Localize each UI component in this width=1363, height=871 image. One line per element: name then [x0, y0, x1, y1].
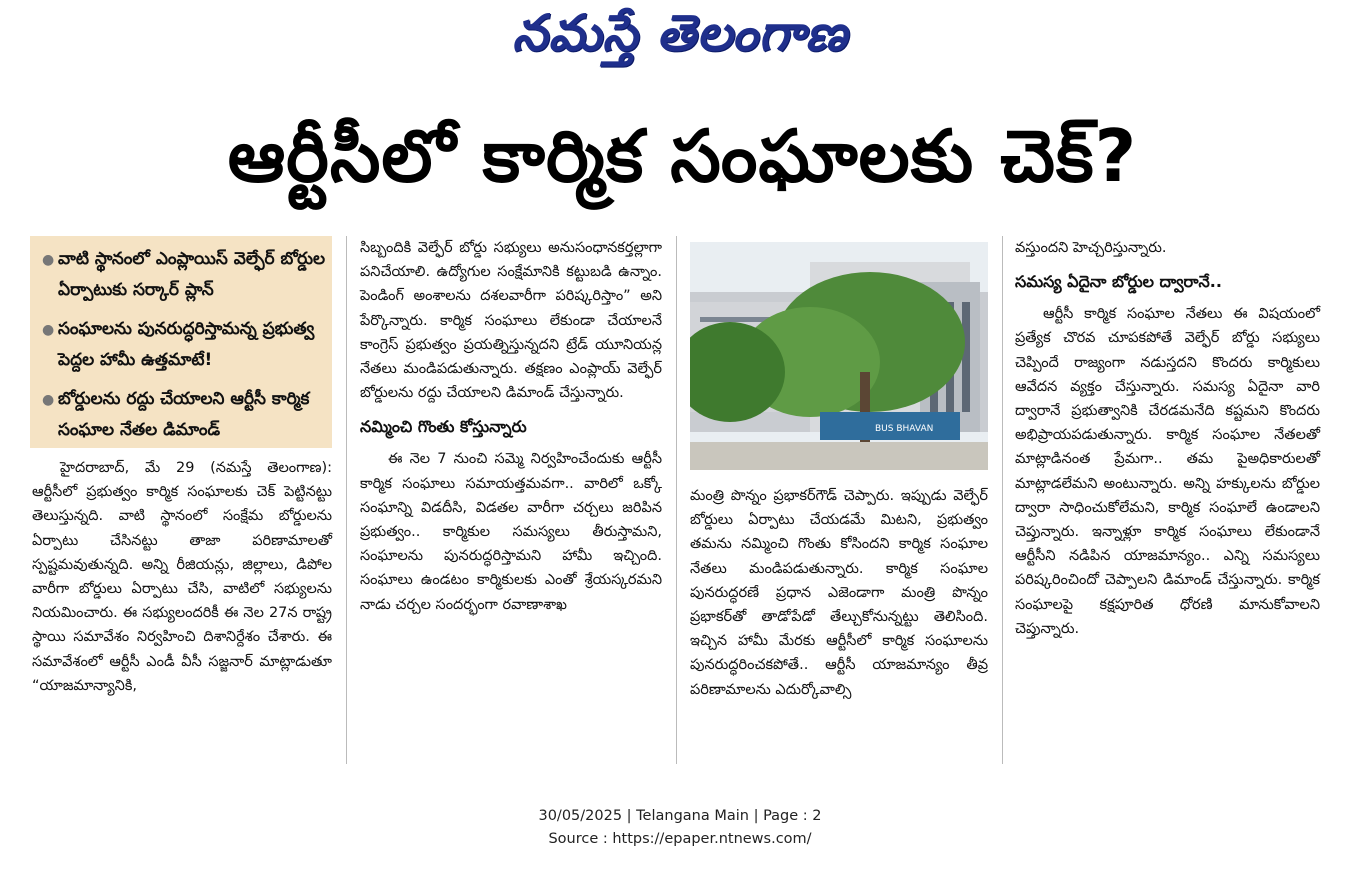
article-column-2 — [360, 236, 662, 617]
footer-edition-info: 30/05/2025 | Telangana Main | Page : 2 — [538, 808, 822, 824]
article-paragraph: సిబ్బందికి వెల్ఫేర్ బోర్డు సభ్యులు అనుసంధానకర్తల్లాగా పనిచేయాలి. ఉద్యోగుల సంక్షేమానికి కట్టుబడి ఉన్నాం. పెండింగ్ అంశాలను దశలవారీగా పరిష్కరిస్తాం” అని పేర్కొన్నారు. కార్మిక సంఘాలు లేకుండా చేయాలనే కాంగ్రెస్ ప్రభుత్వం ప్రయత్నిస్తున్నదని ట్రేడ్ యూనియన్ల నేతలు మండిపడుతున్నారు. తక్షణం ఎంప్లాయ్ వెల్ఫేర్ బోర్డులను రద్దు చేయాలని డిమాండ్ చేస్తున్నారు. — [360, 240, 662, 402]
article-column-4 — [1015, 236, 1320, 641]
highlight-item — [42, 314, 326, 376]
bullet-icon: ● — [42, 252, 55, 268]
article-column-3 — [690, 484, 988, 702]
highlight-text: బోర్డులను రద్దు చేయాలని ఆర్టీసీ కార్మిక సంఘాల నేతల డిమాండ్ — [58, 389, 310, 440]
article-paragraph: ఆర్టీసీ కార్మిక సంఘాల నేతలు ఈ విషయంలో ప్రత్యేక చొరవ చూపకపోతే వెల్ఫేర్ బోర్డు సభ్యులు చెప్పిందే రాజ్యంగా నడుస్తదని కొందరు కార్మికులు ఆవేదన వ్యక్తం చేస్తున్నారు. సమస్య ఏదైనా వారి ద్వారానే ప్రభుత్వానికి చేరడమనేది కష్టమని కొందరు అభిప్రాయపడుతున్నారు. కార్మిక సంఘాల నేతలతో మాట్లాడినంత ప్రేమగా.. తమ పైఅధికారులతో మాట్లాడలేమని అంటున్నారు. అన్ని హక్కులను బోర్డుల ద్వారా సాధించుకోలేమని, కార్మిక సంఘాలే ఉండాలని చెప్తున్నారు. ఇన్నాళ్లూ కార్మిక సంఘాలు లేకుండానే ఆర్టీసీని నడిపిన యాజమాన్యం.. ఎన్ని సమస్యలు పరిష్కరించిందో చెప్పాలని డిమాండ్ చేస్తున్నారు. కార్మిక సంఘాలపై కక్షపూరిత ధోరణి మానుకోవాలని చెప్తున్నారు. — [1015, 306, 1320, 637]
building-illustration — [690, 242, 988, 470]
highlight-item — [42, 384, 326, 446]
masthead-title: నమస్తే తెలంగాణ — [512, 3, 848, 62]
article-paragraph: ఈ నెల 7 నుంచి సమ్మె నిర్వహించేందుకు ఆర్టీసీ కార్మిక సంఘాలు సమాయత్తమవగా.. వారిలో ఒక్కో సంఘాన్ని విడదీసి, విడతల వారీగా చర్చలు జరిపిన ప్రభుత్వం.. కార్మికుల సమస్యలు తీరుస్తామని, సంఘాలను పునరుద్ధరిస్తామని హామీ ఇచ్చింది. సంఘాలు ఉండటం కార్మికులకు ఎంతో శ్రేయస్కరమని నాడు చర్చల సందర్భంగా రవాణాశాఖ — [360, 451, 662, 613]
article-column-1 — [32, 456, 332, 698]
bullet-icon: ● — [42, 322, 55, 338]
footer-source-link[interactable]: Source : https://epaper.ntnews.com/ — [548, 831, 812, 847]
section-subheading: నమ్మించి గొంతు కోస్తున్నారు — [360, 417, 527, 437]
headline-text: ఆర్టీసీలో కార్మిక సంఘాలకు చెక్? — [227, 114, 1138, 198]
section-subheading: సమస్య ఏదైనా బోర్డుల ద్వారానే.. — [1015, 272, 1222, 292]
column-divider — [676, 236, 677, 764]
article-paragraph: వస్తుందని హెచ్చరిస్తున్నారు. — [1015, 240, 1167, 256]
article-paragraph: హైదరాబాద్, మే 29 (నమస్తే తెలంగాణ): ఆర్టీసీలో ప్రభుత్వం కార్మిక సంఘాలకు చెక్ పెట్టినట్టు తెలుస్తున్నది. వాటి స్థానంలో సంక్షేమ బోర్డులను ఏర్పాటు చేసినట్టు తాజా పరిణామాలతో స్పష్టమవుతున్నది. అన్ని రీజియన్లు, జిల్లాలు, డిపోల వారీగా బోర్డులు ఏర్పాటు చేసి, వాటిలో సభ్యులను నియమించారు. ఈ సభ్యులందరికీ ఈ నెల 27న రాష్ట్ర స్థాయి సమావేశం నిర్వహించి దిశానిర్దేశం చేశారు. ఈ సమావేశంలో ఆర్టీసీ ఎండీ వీసీ సజ్జనార్ మాట్లాడుతూ “యాజమాన్యానికి, — [32, 460, 332, 694]
highlight-item — [42, 244, 326, 306]
article-paragraph: మంత్రి పొన్నం ప్రభాకర్‌గౌడ్ చెప్పారు. ఇప్పుడు వెల్ఫేర్ బోర్డులు ఏర్పాటు చేయడమే మిటని, ప్రభుత్వం తమను నమ్మించి గొంతు కోసిందని కార్మిక సంఘాల నేతలు మండిపడుతున్నారు. కార్మిక సంఘాల పునరుద్ధరణే ప్రధాన ఎజెండాగా మంత్రి పొన్నం ప్రభాకర్‌తో తాడోపేడో తేల్చుకోనున్నట్టు తెలిసింది. ఇచ్చిన హామీ మేరకు ఆర్టీసీలో కార్మిక సంఘాలను పునరుద్ధరించకపోతే.. ఆర్టీసీ యాజమాన్యం తీవ్ర పరిణామాలను ఎదుర్కోవాల్సి — [690, 488, 988, 698]
bus-bhavan-photo — [690, 242, 988, 470]
sign-text: BUS BHAVAN — [875, 424, 934, 434]
column-divider — [346, 236, 347, 764]
highlights-box — [30, 236, 332, 448]
bullet-icon: ● — [42, 392, 55, 408]
highlight-text: వాటి స్థానంలో ఎంప్లాయిస్ వెల్ఫేర్ బోర్డుల ఏర్పాటుకు సర్కార్ ప్లాన్ — [58, 249, 326, 300]
column-divider — [1002, 236, 1003, 764]
masthead-logo — [300, 4, 1060, 74]
highlight-text: సంఘాలను పునరుద్ధరిస్తామన్న ప్రభుత్వ పెద్దల హామీ ఉత్తమాటే! — [58, 319, 315, 370]
headline — [30, 106, 1335, 224]
